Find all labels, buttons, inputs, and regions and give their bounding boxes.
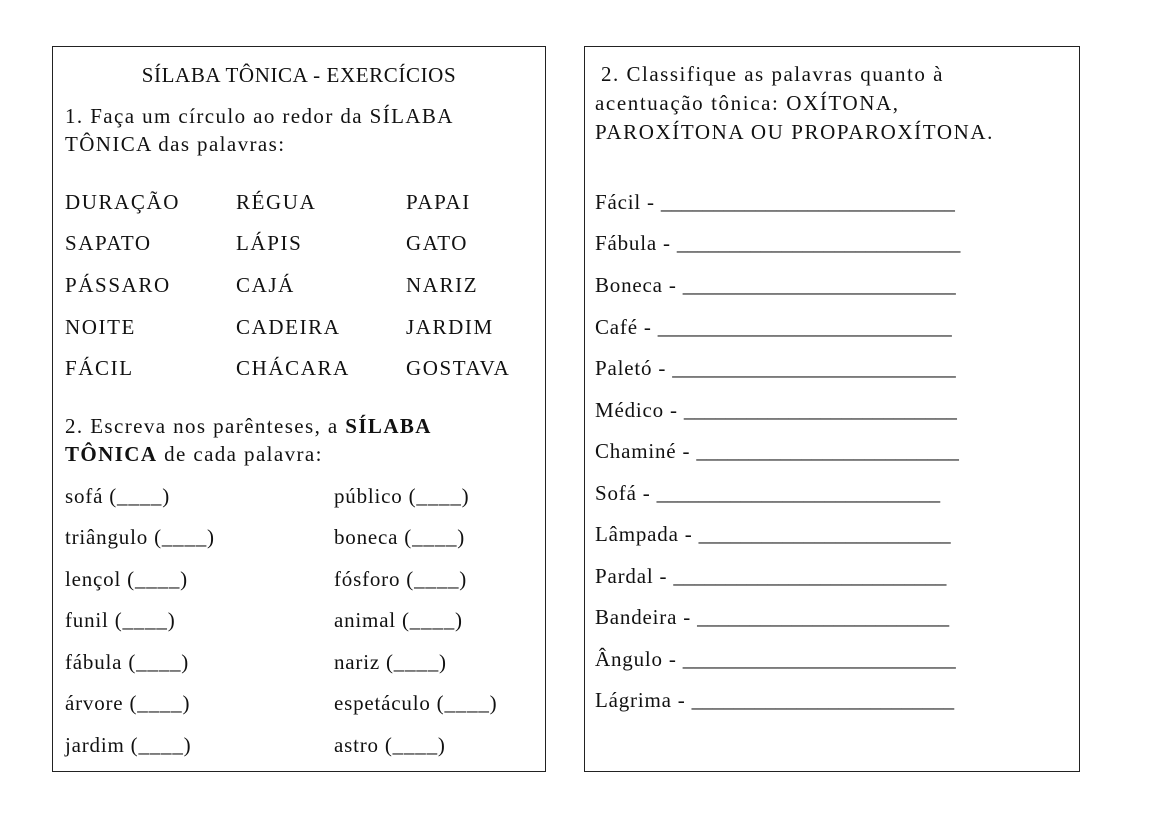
paren-item: público (____): [334, 484, 470, 508]
word-item: NOITE: [65, 315, 136, 339]
word-item: LÁPIS: [236, 231, 303, 255]
paren-item: sofá (____): [65, 484, 171, 508]
paren-item: funil (____): [65, 608, 176, 632]
classify-instruction-line1: 2. Classifique as palavras quanto à: [601, 62, 944, 86]
answer-blank-line: __________________________: [682, 273, 956, 297]
classify-row: [595, 396, 957, 424]
answer-blank-line: _________________________: [696, 439, 959, 463]
word-item: FÁCIL: [65, 356, 134, 380]
paren-item: boneca (____): [334, 525, 466, 549]
classify-word: Fácil -: [595, 190, 655, 214]
classify-word: Chaminé -: [595, 439, 691, 463]
classify-row: [595, 354, 956, 382]
word-item: SAPATO: [65, 231, 152, 255]
answer-blank-line: ____________________________: [657, 315, 952, 339]
classify-word: Pardal -: [595, 564, 668, 588]
word-item: PAPAI: [406, 190, 471, 214]
worksheet-title: SÍLABA TÔNICA - EXERCÍCIOS: [141, 63, 457, 87]
classify-row: [595, 603, 949, 631]
word-item: RÉGUA: [236, 190, 317, 214]
classify-row: [595, 562, 946, 590]
exercise2-instruction-text: 2. Escreva nos parênteses, a: [65, 414, 346, 438]
classify-word: Bandeira -: [595, 605, 692, 629]
classify-row: [595, 271, 956, 299]
word-item: CHÁCARA: [236, 356, 350, 380]
word-item: JARDIM: [406, 315, 494, 339]
paren-item: nariz (____): [334, 650, 447, 674]
word-item: CAJÁ: [236, 273, 295, 297]
exercise1-instruction-line1: 1. Faça um círculo ao redor da SÍLABA: [65, 104, 454, 128]
answer-blank-line: __________________________: [682, 647, 956, 671]
word-item: DURAÇÃO: [65, 190, 181, 214]
exercise2-instruction-line1: [65, 412, 432, 440]
classify-instruction-line3: PAROXÍTONA OU PROPAROXÍTONA.: [595, 120, 994, 144]
answer-blank-line: ___________________________: [676, 231, 961, 255]
classify-word: Ângulo -: [595, 647, 677, 671]
classify-row: [595, 686, 954, 714]
exercise2-bold-term: SÍLABA: [345, 414, 432, 438]
paren-item: jardim (____): [65, 733, 192, 757]
answer-blank-line: ________________________: [698, 522, 951, 546]
classify-word: Fábula -: [595, 231, 671, 255]
word-item: GOSTAVA: [406, 356, 511, 380]
classify-row: [595, 437, 959, 465]
word-item: PÁSSARO: [65, 273, 171, 297]
paren-item: fábula (____): [65, 650, 190, 674]
paren-item: animal (____): [334, 608, 463, 632]
classify-row: [595, 313, 952, 341]
answer-blank-line: ___________________________: [656, 481, 941, 505]
paren-item: árvore (____): [65, 691, 191, 715]
paren-item: espetáculo (____): [334, 691, 498, 715]
word-item: GATO: [406, 231, 469, 255]
word-item: NARIZ: [406, 273, 479, 297]
classify-word: Sofá -: [595, 481, 651, 505]
classify-row: [595, 520, 951, 548]
paren-item: triângulo (____): [65, 525, 215, 549]
exercise2-instruction-line2: [65, 440, 323, 468]
paren-item: astro (____): [334, 733, 446, 757]
classify-word: Boneca -: [595, 273, 677, 297]
answer-blank-line: ________________________: [697, 605, 950, 629]
exercise2-instruction-text: de cada palavra:: [157, 442, 323, 466]
answer-blank-line: ____________________________: [660, 190, 955, 214]
exercise1-instruction-line2: TÔNICA das palavras:: [65, 132, 286, 156]
answer-blank-line: __________________________: [673, 564, 947, 588]
classify-instruction-line2: acentuação tônica: OXÍTONA,: [595, 91, 900, 115]
classify-word: Lágrima -: [595, 688, 686, 712]
word-item: CADEIRA: [236, 315, 341, 339]
paren-item: fósforo (____): [334, 567, 468, 591]
classify-row: [595, 229, 960, 257]
classify-word: Café -: [595, 315, 652, 339]
answer-blank-line: _________________________: [691, 688, 955, 712]
classify-row: [595, 188, 955, 216]
answer-blank-line: __________________________: [683, 398, 957, 422]
paren-item: lençol (____): [65, 567, 188, 591]
classify-row: [595, 645, 956, 673]
classify-word: Médico -: [595, 398, 678, 422]
right-worksheet-panel: [584, 46, 1080, 772]
classify-row: [595, 479, 940, 507]
exercise2-bold-term: TÔNICA: [65, 442, 158, 466]
left-worksheet-panel: [52, 46, 546, 772]
classify-word: Lâmpada -: [595, 522, 693, 546]
answer-blank-line: ___________________________: [672, 356, 956, 380]
classify-word: Paletó -: [595, 356, 667, 380]
